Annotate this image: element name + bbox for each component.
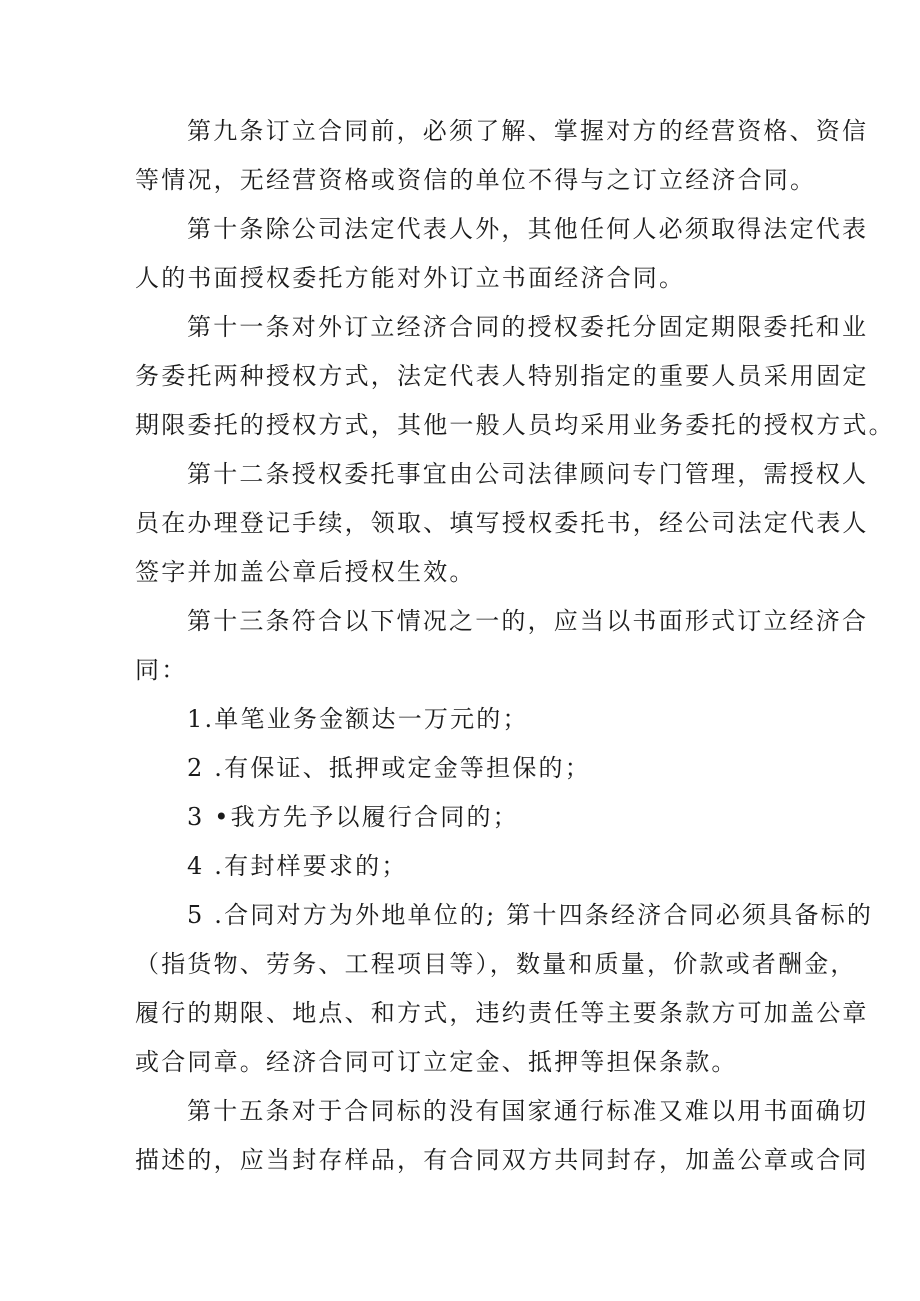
list-item-4: 4 .有封样要求的； — [187, 852, 408, 880]
list-item-5: 5 .合同对方为外地单位的; 第十四条经济合同必须具备标的 — [187, 901, 874, 929]
article-11-line-2: 务委托两种授权方式，法定代表人特别指定的重要人员采用固定 — [135, 362, 869, 390]
article-15-line-2: 描述的，应当封存样品，有合同双方共同封存，加盖公章或合同 — [135, 1146, 869, 1174]
list-item-2: 2 .有保证、抵押或定金等担保的； — [187, 754, 591, 782]
article-12-line-1: 第十二条授权委托事宜由公司法律顾问专门管理，需授权人 — [187, 460, 869, 488]
article-9-line-2: 等情况，无经营资格或资信的单位不得与之订立经济合同。 — [135, 166, 817, 194]
article-13-line-1: 第十三条符合以下情况之一的，应当以书面形式订立经济合 — [187, 607, 869, 635]
article-12-line-2: 员在办理登记手续，领取、填写授权委托书，经公司法定代表人 — [135, 509, 869, 537]
article-14-line-4: 或合同章。经济合同可订立定金、抵押等担保条款。 — [135, 1048, 738, 1076]
article-15-line-1: 第十五条对于合同标的没有国家通行标准又难以用书面确切 — [187, 1097, 869, 1125]
article-10-line-2: 人的书面授权委托方能对外订立书面经济合同。 — [135, 264, 686, 292]
article-12-line-3: 签字并加盖公章后授权生效。 — [135, 558, 476, 586]
list-item-3: 3 •我方先予以履行合同的； — [187, 803, 519, 831]
article-10-line-1: 第十条除公司法定代表人外，其他任何人必须取得法定代表 — [187, 215, 869, 243]
article-14-line-2: （指货物、劳务、工程项目等），数量和质量，价款或者酬金， — [135, 950, 857, 978]
article-11-line-3: 期限委托的授权方式，其他一般人员均采用业务委托的授权方式。 — [135, 411, 895, 439]
article-14-line-3: 履行的期限、地点、和方式，违约责任等主要条款方可加盖公章 — [135, 999, 869, 1027]
article-11-line-1: 第十一条对外订立经济合同的授权委托分固定期限委托和业 — [187, 313, 869, 341]
article-9-line-1: 第九条订立合同前，必须了解、掌握对方的经营资格、资信 — [187, 117, 869, 145]
list-item-1: 1.单笔业务金额达一万元的； — [187, 705, 529, 733]
article-13-line-2: 同： — [135, 656, 188, 684]
